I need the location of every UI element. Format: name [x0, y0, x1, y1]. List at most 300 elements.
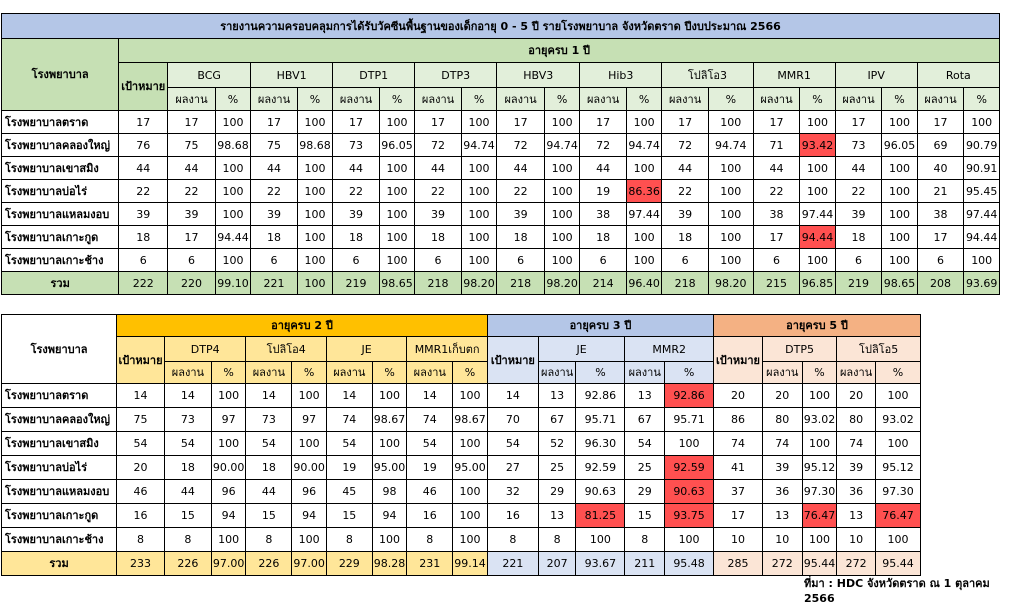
- percent-value: 100: [461, 226, 496, 249]
- result-value: 17: [415, 111, 462, 134]
- target-value-age5: 86: [714, 408, 763, 432]
- total-percent: 96.85: [800, 272, 835, 295]
- result-value: 39: [835, 203, 882, 226]
- result-value: 20: [837, 384, 876, 408]
- vaccine-header: DTP1: [333, 63, 415, 88]
- percent-value: 97: [211, 408, 246, 432]
- percent-value: 95.00: [372, 456, 407, 480]
- percent-value: 100: [708, 226, 753, 249]
- result-value: 17: [835, 111, 882, 134]
- percent-value: 100: [544, 180, 579, 203]
- result-value: 6: [580, 249, 627, 272]
- column-header-target-age5: เป้าหมาย: [714, 337, 763, 384]
- vaccine-header: DTP5: [762, 337, 836, 362]
- result-value: 74: [762, 432, 802, 456]
- target-value-age2: 46: [117, 480, 165, 504]
- percent-value: 100: [215, 249, 250, 272]
- result-value: 10: [762, 528, 802, 552]
- total-target: 222: [119, 272, 168, 295]
- percent-value-below-target: 76.47: [875, 504, 920, 528]
- result-value: 29: [538, 480, 576, 504]
- percent-value: 100: [882, 180, 917, 203]
- target-value: 76: [119, 134, 168, 157]
- result-value: 44: [580, 157, 627, 180]
- age-header-row: [2, 39, 1000, 63]
- percent-value: 100: [626, 111, 661, 134]
- total-result: 221: [251, 272, 298, 295]
- percent-header: %: [215, 88, 250, 111]
- result-value: 74: [837, 432, 876, 456]
- total-percent: 97.00: [211, 552, 246, 576]
- result-value: 38: [917, 203, 964, 226]
- result-value: 45: [326, 480, 372, 504]
- result-value: 17: [333, 111, 380, 134]
- result-header: ผลงาน: [580, 88, 627, 111]
- result-value: 21: [917, 180, 964, 203]
- vaccine-header: โปลิโอ3: [662, 63, 753, 88]
- result-value: 18: [333, 226, 380, 249]
- result-header: ผลงาน: [246, 362, 292, 384]
- target-value-age5: 74: [714, 432, 763, 456]
- percent-value: 100: [708, 157, 753, 180]
- total-target-age3: 221: [487, 552, 538, 576]
- result-value: 17: [662, 111, 709, 134]
- result-value: 18: [662, 226, 709, 249]
- percent-value: 90.91: [964, 157, 1000, 180]
- result-value: 13: [538, 504, 576, 528]
- source-note: ที่มา : HDC จังหวัดตราด ณ 1 ตุลาคม 2566: [804, 577, 990, 605]
- percent-value: 98.68: [215, 134, 250, 157]
- total-percent: 98.28: [372, 552, 407, 576]
- result-header: ผลงาน: [837, 362, 876, 384]
- result-value: 44: [497, 157, 545, 180]
- percent-value: 100: [461, 249, 496, 272]
- result-value: 20: [762, 384, 802, 408]
- percent-value: 95.00: [453, 456, 488, 480]
- percent-header: %: [292, 362, 327, 384]
- hospital-name: โรงพยาบาลเกาะช้าง: [2, 528, 117, 552]
- total-result: 229: [326, 552, 372, 576]
- percent-value: 100: [576, 528, 625, 552]
- result-value: 17: [168, 226, 216, 249]
- total-percent: 97.00: [292, 552, 327, 576]
- result-header: ผลงาน: [497, 88, 545, 111]
- result-value: 6: [168, 249, 216, 272]
- vaccine-header: Hib3: [580, 63, 662, 88]
- total-result: 215: [753, 272, 800, 295]
- result-value: 17: [251, 111, 298, 134]
- result-value: 18: [251, 226, 298, 249]
- percent-value: 100: [708, 180, 753, 203]
- result-value: 39: [497, 203, 545, 226]
- percent-header: %: [875, 362, 920, 384]
- target-value: 6: [119, 249, 168, 272]
- percent-value: 97.44: [964, 203, 1000, 226]
- column-header-target: เป้าหมาย: [119, 63, 168, 111]
- percent-value: 100: [372, 384, 407, 408]
- hospital-name: โรงพยาบาลแหลมงอบ: [2, 480, 117, 504]
- percent-header: %: [379, 88, 414, 111]
- percent-value-below-target: 90.63: [665, 480, 714, 504]
- result-value: 67: [538, 408, 576, 432]
- percent-value: 94.74: [544, 134, 579, 157]
- result-value: 72: [415, 134, 462, 157]
- result-value: 13: [625, 384, 665, 408]
- result-value: 38: [580, 203, 627, 226]
- total-percent: 95.44: [875, 552, 920, 576]
- vaccine-header: MMR2: [625, 337, 714, 362]
- percent-value-below-target: 93.42: [800, 134, 835, 157]
- result-value: 75: [251, 134, 298, 157]
- target-value-age5: 10: [714, 528, 763, 552]
- vaccine-header: HBV1: [251, 63, 333, 88]
- percent-header: %: [372, 362, 407, 384]
- result-value: 44: [333, 157, 380, 180]
- total-percent: 99.14: [453, 552, 488, 576]
- result-value: 44: [246, 480, 292, 504]
- table-row: [2, 226, 1000, 249]
- result-value: 39: [762, 456, 802, 480]
- result-value: 6: [497, 249, 545, 272]
- vaccine-header: โปลิโอ5: [837, 337, 921, 362]
- result-value: 15: [326, 504, 372, 528]
- percent-value: 92.86: [576, 384, 625, 408]
- percent-value: 100: [379, 157, 414, 180]
- vaccine-header: MMR1เก็บตก: [407, 337, 488, 362]
- target-value-age5: 20: [714, 384, 763, 408]
- hospital-name: โรงพยาบาลตราด: [2, 111, 119, 134]
- hospital-name: โรงพยาบาลเขาสมิง: [2, 432, 117, 456]
- result-value: 18: [164, 456, 211, 480]
- group-header-age3: อายุครบ 3 ปี: [487, 315, 713, 337]
- percent-value: 100: [875, 384, 920, 408]
- result-value: 73: [333, 134, 380, 157]
- percent-header: %: [297, 88, 332, 111]
- percent-value: 100: [379, 226, 414, 249]
- percent-value: 100: [453, 528, 488, 552]
- percent-value: 94.74: [461, 134, 496, 157]
- table-row: [2, 480, 921, 504]
- result-value: 19: [407, 456, 453, 480]
- result-value: 22: [662, 180, 709, 203]
- target-value-age2: 8: [117, 528, 165, 552]
- total-percent: 98.20: [461, 272, 496, 295]
- result-value: 40: [917, 157, 964, 180]
- percent-value: 100: [875, 432, 920, 456]
- column-header-hospital: โรงพยาบาล: [2, 39, 119, 111]
- percent-value: 100: [544, 226, 579, 249]
- percent-value: 100: [215, 157, 250, 180]
- result-value: 6: [415, 249, 462, 272]
- table-row: [2, 456, 921, 480]
- hospital-name: โรงพยาบาลคลองใหญ่: [2, 408, 117, 432]
- result-value: 73: [835, 134, 882, 157]
- percent-value: 90.79: [964, 134, 1000, 157]
- percent-value: 100: [211, 384, 246, 408]
- result-value: 72: [497, 134, 545, 157]
- percent-value: 95.71: [576, 408, 625, 432]
- age-header-row: [2, 315, 921, 337]
- result-value: 15: [625, 504, 665, 528]
- percent-value: 100: [292, 432, 327, 456]
- percent-value: 93.02: [802, 408, 837, 432]
- hospital-name: โรงพยาบาลเกาะกูด: [2, 226, 119, 249]
- percent-value: 100: [544, 111, 579, 134]
- percent-value: 97.30: [875, 480, 920, 504]
- percent-value: 100: [461, 203, 496, 226]
- result-value: 29: [625, 480, 665, 504]
- total-percent: 95.48: [665, 552, 714, 576]
- result-value: 44: [164, 480, 211, 504]
- result-value: 71: [753, 134, 800, 157]
- percent-value: 100: [708, 203, 753, 226]
- target-value-age3: 54: [487, 432, 538, 456]
- result-value: 39: [662, 203, 709, 226]
- target-value-age2: 54: [117, 432, 165, 456]
- result-header: ผลงาน: [662, 88, 709, 111]
- column-header-hospital: โรงพยาบาล: [2, 315, 117, 384]
- result-value: 18: [580, 226, 627, 249]
- percent-value: 95.71: [665, 408, 714, 432]
- result-value: 6: [753, 249, 800, 272]
- total-result: 214: [580, 272, 627, 295]
- vaccine-header: HBV3: [497, 63, 580, 88]
- result-value: 39: [415, 203, 462, 226]
- result-value: 44: [415, 157, 462, 180]
- total-percent: 93.67: [576, 552, 625, 576]
- percent-value: 100: [800, 249, 835, 272]
- percent-value: 100: [708, 249, 753, 272]
- percent-value: 100: [453, 480, 488, 504]
- total-result: 218: [415, 272, 462, 295]
- table-row: [2, 111, 1000, 134]
- vaccine-header: IPV: [835, 63, 917, 88]
- percent-value: 97.44: [626, 203, 661, 226]
- result-value: 17: [497, 111, 545, 134]
- target-value: 39: [119, 203, 168, 226]
- percent-header: %: [576, 362, 625, 384]
- target-value-age2: 20: [117, 456, 165, 480]
- result-value: 22: [835, 180, 882, 203]
- percent-value-below-target: 93.75: [665, 504, 714, 528]
- result-header: ผลงาน: [251, 88, 298, 111]
- group-header-age2: อายุครบ 2 ปี: [117, 315, 488, 337]
- percent-value: 98: [372, 480, 407, 504]
- result-value: 44: [662, 157, 709, 180]
- result-value: 38: [753, 203, 800, 226]
- percent-value: 100: [297, 111, 332, 134]
- vaccine-header-row: [2, 337, 921, 362]
- result-value: 72: [662, 134, 709, 157]
- result-value: 52: [538, 432, 576, 456]
- hospital-name: โรงพยาบาลแหลมงอบ: [2, 203, 119, 226]
- percent-value: 100: [211, 528, 246, 552]
- percent-value: 92.59: [576, 456, 625, 480]
- result-header: ผลงาน: [835, 88, 882, 111]
- result-value: 8: [407, 528, 453, 552]
- result-value: 22: [753, 180, 800, 203]
- percent-value: 100: [297, 157, 332, 180]
- target-value-age3: 8: [487, 528, 538, 552]
- target-value: 18: [119, 226, 168, 249]
- percent-value: 100: [802, 432, 837, 456]
- target-value-age5: 41: [714, 456, 763, 480]
- target-value-age2: 75: [117, 408, 165, 432]
- percent-value: 100: [964, 249, 1000, 272]
- result-value: 6: [251, 249, 298, 272]
- result-value: 22: [415, 180, 462, 203]
- result-header: ผลงาน: [407, 362, 453, 384]
- result-value: 74: [407, 408, 453, 432]
- percent-value: 100: [626, 226, 661, 249]
- total-row: [2, 552, 921, 576]
- vaccine-header: Rota: [917, 63, 999, 88]
- result-value: 75: [168, 134, 216, 157]
- percent-value: 100: [215, 111, 250, 134]
- result-value: 13: [538, 384, 576, 408]
- result-value: 6: [835, 249, 882, 272]
- percent-value: 100: [882, 249, 917, 272]
- result-value: 14: [164, 384, 211, 408]
- percent-value: 94: [372, 504, 407, 528]
- percent-value: 100: [379, 111, 414, 134]
- result-value: 13: [837, 504, 876, 528]
- target-value-age2: 14: [117, 384, 165, 408]
- percent-value: 100: [544, 157, 579, 180]
- result-header: ผลงาน: [168, 88, 216, 111]
- percent-value: 100: [882, 111, 917, 134]
- result-value: 44: [168, 157, 216, 180]
- percent-value: 100: [292, 528, 327, 552]
- percent-value: 94.44: [964, 226, 1000, 249]
- percent-value: 94.74: [626, 134, 661, 157]
- target-value-age3: 16: [487, 504, 538, 528]
- table-row: [2, 408, 921, 432]
- target-value: 17: [119, 111, 168, 134]
- table-row: [2, 432, 921, 456]
- title-row: [2, 14, 1000, 39]
- percent-value: 96: [292, 480, 327, 504]
- total-result: 218: [497, 272, 545, 295]
- result-value: 16: [407, 504, 453, 528]
- total-result: 219: [333, 272, 380, 295]
- total-label: รวม: [2, 272, 119, 295]
- result-value: 44: [835, 157, 882, 180]
- total-percent: 93.69: [964, 272, 1000, 295]
- result-value: 22: [497, 180, 545, 203]
- percent-value: 100: [379, 180, 414, 203]
- percent-value: 90.63: [576, 480, 625, 504]
- target-value-age3: 70: [487, 408, 538, 432]
- percent-value: 100: [379, 249, 414, 272]
- percent-value-below-target: 86.36: [626, 180, 661, 203]
- percent-value: 100: [297, 226, 332, 249]
- percent-value: 100: [461, 157, 496, 180]
- percent-value: 100: [453, 432, 488, 456]
- result-value: 15: [164, 504, 211, 528]
- result-value: 8: [538, 528, 576, 552]
- percent-value: 100: [802, 384, 837, 408]
- percent-header: %: [708, 88, 753, 111]
- percent-value: 100: [626, 157, 661, 180]
- vaccine-header: BCG: [168, 63, 251, 88]
- result-value: 14: [326, 384, 372, 408]
- group-header-age5: อายุครบ 5 ปี: [714, 315, 921, 337]
- percent-value: 100: [665, 528, 714, 552]
- total-percent: 100: [297, 272, 332, 295]
- result-value: 17: [917, 111, 964, 134]
- percent-value: 100: [379, 203, 414, 226]
- percent-value: 93.02: [875, 408, 920, 432]
- total-result: 272: [762, 552, 802, 576]
- result-value: 25: [625, 456, 665, 480]
- total-percent: 95.44: [802, 552, 837, 576]
- total-result: 211: [625, 552, 665, 576]
- vaccine-header: JE: [538, 337, 625, 362]
- percent-value: 100: [372, 432, 407, 456]
- result-value: 6: [333, 249, 380, 272]
- result-value: 8: [326, 528, 372, 552]
- hospital-name: โรงพยาบาลตราด: [2, 384, 117, 408]
- result-header: ผลงาน: [415, 88, 462, 111]
- percent-header: %: [802, 362, 837, 384]
- percent-value: 100: [800, 157, 835, 180]
- result-value: 73: [164, 408, 211, 432]
- percent-value: 94: [211, 504, 246, 528]
- result-value: 22: [251, 180, 298, 203]
- percent-value-below-target: 81.25: [576, 504, 625, 528]
- table-row: [2, 384, 921, 408]
- percent-value: 100: [297, 249, 332, 272]
- result-header: ผลงาน: [326, 362, 372, 384]
- percent-header: %: [964, 88, 1000, 111]
- percent-value: 97.44: [800, 203, 835, 226]
- result-value: 8: [164, 528, 211, 552]
- result-header: ผลงาน: [762, 362, 802, 384]
- result-value: 67: [625, 408, 665, 432]
- percent-value: 98.68: [297, 134, 332, 157]
- group-header-age1: อายุครบ 1 ปี: [119, 39, 1000, 63]
- target-value-age3: 27: [487, 456, 538, 480]
- report-title: รายงานความครอบคลุมการได้รับวัคซีนพื้นฐานของเด็กอายุ 0 - 5 ปี รายโรงพยาบาล จังหวัดตราด ปีงบประมาณ 2566: [2, 14, 1000, 39]
- total-percent: 98.65: [379, 272, 414, 295]
- result-value: 74: [326, 408, 372, 432]
- result-value: 54: [407, 432, 453, 456]
- total-result: 272: [837, 552, 876, 576]
- percent-value: 100: [875, 528, 920, 552]
- result-value: 13: [762, 504, 802, 528]
- percent-value-below-target: 94.44: [800, 226, 835, 249]
- percent-value: 100: [211, 432, 246, 456]
- percent-value: 98.67: [453, 408, 488, 432]
- percent-value: 100: [461, 111, 496, 134]
- total-result: 231: [407, 552, 453, 576]
- total-result: 226: [246, 552, 292, 576]
- total-result: 218: [662, 272, 709, 295]
- table-row: [2, 203, 1000, 226]
- hospital-name: โรงพยาบาลบ่อไร่: [2, 456, 117, 480]
- result-value: 6: [662, 249, 709, 272]
- result-value: 18: [497, 226, 545, 249]
- target-value-age5: 17: [714, 504, 763, 528]
- vaccine-header: MMR1: [753, 63, 835, 88]
- result-value: 17: [753, 111, 800, 134]
- total-percent: 96.40: [626, 272, 661, 295]
- percent-value: 94: [292, 504, 327, 528]
- result-header: ผลงาน: [753, 88, 800, 111]
- percent-value: 90.00: [211, 456, 246, 480]
- result-value: 17: [917, 226, 964, 249]
